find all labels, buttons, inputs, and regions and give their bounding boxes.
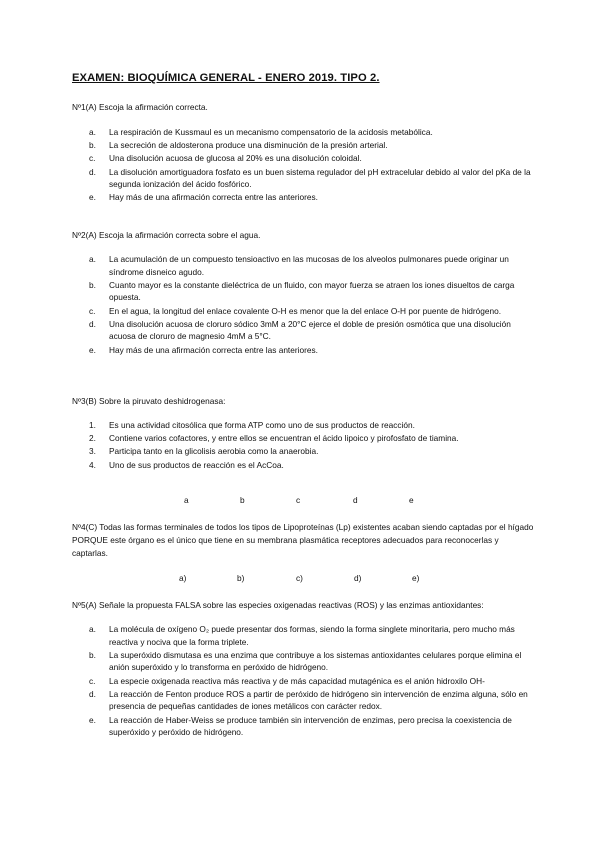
question-3-answer-choices [0, 495, 600, 507]
question-2-option-c[interactable]: c. En el agua, la longitud del enlace covalente O-H es menor que la del enlace O-H por puente de hidrógeno. [89, 305, 502, 316]
question-3-choice-e[interactable]: e [409, 495, 414, 505]
question-3-statements [72, 419, 537, 472]
question-2-stem: Nº2(A) Escoja la afirmación correcta sobre el agua. [72, 230, 261, 240]
question-3-statement-2: 2. Contiene varios cofactores, y entre ellos se encuentran el ácido lipoico y pirofosfato de tiamina. [89, 433, 459, 444]
exam-title: EXAMEN: BIOQUÍMICA GENERAL - ENERO 2019. TIPO 2. [72, 72, 380, 84]
question-3-statement-1: 1. Es una actividad citosólica que forma ATP como uno de sus productos de reacción. [89, 420, 415, 430]
question-4-stem: Nº4(C) Todas las formas terminales de todos los tipos de Lipoproteínas (Lp) existentes acaban siendo captadas por el hígado PORQUE este órgano es el único que tiene en su membrana plasmática receptores adecuados para reconocerlas y captarlas. [72, 522, 534, 558]
question-2-option-a[interactable]: a. La acumulación de un compuesto tensioactivo en las mucosas de los alveolos pulmonares puede originar un síndrome disneico agudo. [89, 254, 509, 277]
question-5-option-b[interactable]: b. La superóxido dismutasa es una enzima que contribuye a los sistemas antioxidantes celulares porque elimina el anión superóxido y lo transforma en peróxido de hidrógeno. [89, 649, 522, 673]
question-3-choice-b[interactable]: b [240, 495, 245, 505]
question-5-option-c[interactable]: c. La especie oxigenada reactiva más reactiva y de más capacidad mutagénica es el anión hidroxilo OH- [89, 675, 485, 686]
question-4-choice-a[interactable]: a) [179, 573, 187, 583]
question-4-answer-choices [0, 573, 600, 585]
question-4-choice-c[interactable]: c) [296, 573, 303, 583]
question-4-choice-b[interactable]: b) [237, 573, 245, 583]
question-5-stem: Nº5(A) Señale la propuesta FALSA sobre las especies oxigenadas reactivas (ROS) y las enzimas antioxidantes: [72, 600, 484, 610]
question-3-statement-3: 3. Participa tanto en la glicolisis aerobia como la anaerobia. [89, 446, 319, 457]
question-5-option-a[interactable]: a. La molécula de oxígeno O₂ puede presentar dos formas, siendo la forma singlete minoritaria, pero mucho más reactiva y nociva que la forma triplete. [89, 624, 515, 647]
question-2-option-e[interactable]: e. Hay más de una afirmación correcta entre las anteriores. [89, 344, 318, 355]
question-1-option-e[interactable]: e. Hay más de una afirmación correcta entre las anteriores. [89, 192, 318, 203]
question-5-options [72, 623, 537, 739]
question-2-option-d[interactable]: d. Una disolución acuosa de cloruro sódico 3mM a 20°C ejerce el doble de presión osmótica que una disolución acuosa de cloruro de magnesio 4mM a 5°C. [89, 318, 511, 342]
question-3-choice-a[interactable]: a [184, 495, 189, 505]
question-2-option-b[interactable]: b. Cuanto mayor es la constante dieléctrica de un fluido, con mayor fuerza se atraen los iones disueltos de carga opuesta. [89, 279, 515, 303]
question-1-option-b[interactable]: b. La secreción de aldosterona produce una disminución de la presión arterial. [89, 140, 388, 151]
question-3-statement-4: 4. Uno de sus productos de reacción es el AcCoa. [89, 459, 284, 470]
question-2-options [72, 253, 537, 357]
question-1-option-c[interactable]: c. Una disolución acuosa de glucosa al 20% es una disolución coloidal. [89, 153, 362, 164]
question-3-choice-c[interactable]: c [296, 495, 301, 505]
question-1-option-a[interactable]: a. La respiración de Kussmaul es un mecanismo compensatorio de la acidosis metabólica. [89, 127, 433, 137]
question-3-choice-d[interactable]: d [353, 495, 358, 505]
question-4-choice-d[interactable]: d) [354, 573, 362, 583]
question-5-option-e[interactable]: e. La reacción de Haber-Weiss se produce también sin intervención de enzimas, pero precisa la coexistencia de superóxido y peróxido de hidrógeno. [89, 714, 512, 738]
question-3-stem: Nº3(B) Sobre la piruvato deshidrogenasa: [72, 396, 226, 406]
question-1-options [72, 126, 537, 205]
question-1-option-d[interactable]: d. La disolución amortiguadora fosfato es un buen sistema regulador del pH extracelular debido al valor del pKa de la segunda ionización del ácido fosfórico. [89, 166, 531, 190]
question-1-stem: Nº1(A) Escoja la afirmación correcta. [72, 102, 208, 112]
question-4-choice-e[interactable]: e) [412, 573, 420, 583]
question-5-option-d[interactable]: d. La reacción de Fenton produce ROS a partir de peróxido de hidrógeno sin intervención de enzima alguna, sólo en presencia de pequeñas cantidades de iones metálicos con carácter redox. [89, 688, 528, 712]
